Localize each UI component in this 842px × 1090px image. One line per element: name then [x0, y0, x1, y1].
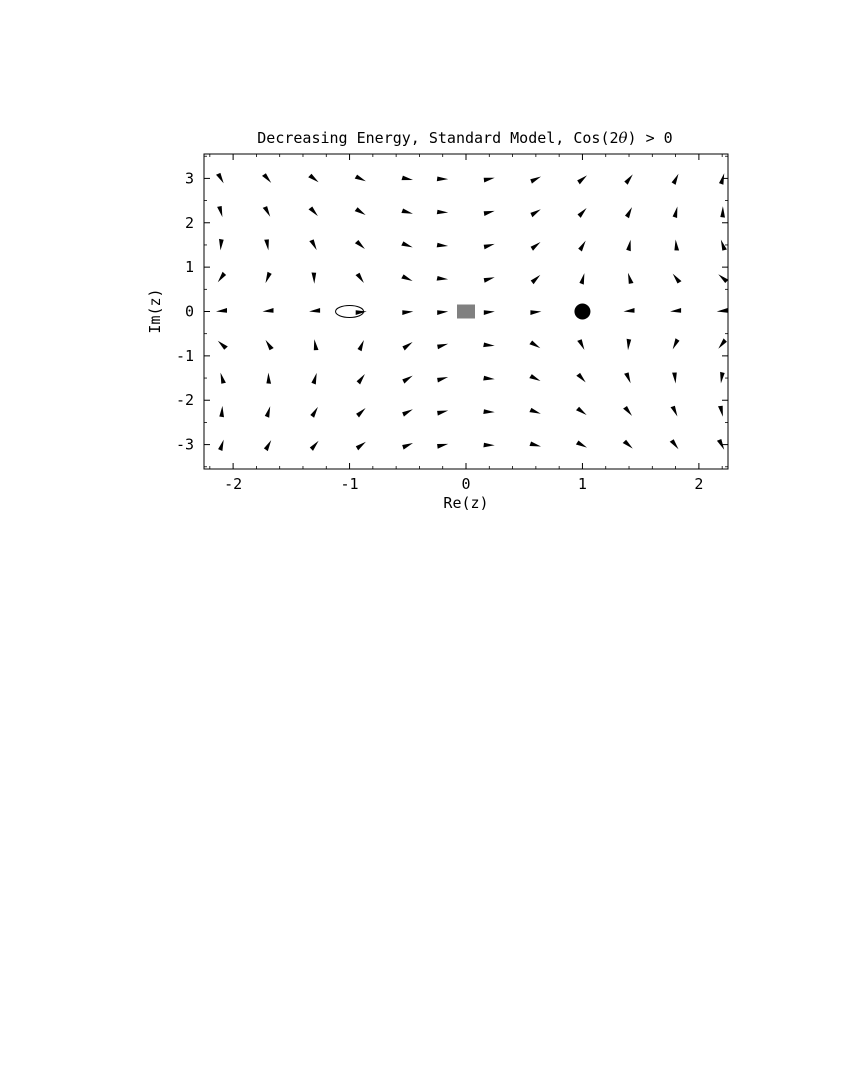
vector-arrow [266, 340, 274, 350]
chart-title-symbol: θ [618, 129, 628, 147]
vector-arrow [673, 338, 680, 349]
vector-arrow [355, 175, 366, 182]
vector-arrow [670, 439, 679, 449]
vector-arrow [531, 275, 541, 284]
vector-arrow [671, 406, 678, 417]
vector-arrow [402, 376, 412, 384]
vector-arrow [577, 175, 587, 184]
chart-title [257, 129, 672, 147]
vector-arrow [402, 409, 413, 416]
vector-arrow [358, 340, 364, 351]
vector-arrow [624, 174, 633, 184]
vector-arrow [355, 207, 366, 215]
vector-arrow [312, 273, 317, 284]
x-tick-label: -1 [340, 475, 359, 493]
vector-arrow [437, 276, 449, 281]
vector-arrow [355, 240, 365, 249]
vector-arrow [623, 440, 633, 449]
vector-arrow [624, 372, 631, 383]
vector-arrow [577, 339, 584, 350]
vector-arrow [218, 272, 226, 283]
chart-title-suffix: ) > 0 [627, 129, 673, 147]
vector-arrow [529, 374, 540, 381]
chart-title-prefix: Decreasing Energy, Standard Model, Cos(2 [257, 129, 619, 147]
vector-arrow [719, 173, 724, 185]
vector-arrow [437, 310, 448, 315]
vector-arrow [672, 174, 679, 185]
vector-arrow [309, 207, 318, 217]
vector-arrow [402, 443, 413, 450]
vector-arrow [266, 373, 271, 384]
vector-arrow [216, 173, 224, 184]
vector-arrow [483, 409, 494, 414]
vector-arrow [221, 373, 226, 384]
vector-arrow [310, 407, 318, 418]
y-tick-label: 0 [184, 302, 194, 321]
circle-marker [574, 304, 590, 320]
y-axis-ticks [176, 156, 728, 467]
vector-arrow [264, 440, 271, 451]
vector-arrow [401, 209, 413, 214]
vector-arrow [484, 310, 495, 315]
vector-arrow [484, 178, 495, 183]
vector-arrow [437, 344, 448, 350]
vector-arrow [718, 406, 723, 417]
vector-arrow [402, 310, 413, 315]
vector-arrow [625, 207, 632, 218]
vector-arrow [720, 206, 725, 217]
vector-arrow [718, 338, 727, 348]
x-tick-label: 2 [694, 475, 704, 493]
vector-arrow [401, 241, 412, 247]
special-point-markers [336, 304, 591, 320]
vector-arrow [311, 373, 316, 385]
vector-arrow [531, 242, 541, 251]
y-axis-label: Im(z) [146, 288, 164, 334]
square-marker [457, 305, 475, 319]
x-tick-label: 1 [577, 475, 587, 493]
vector-arrow [718, 274, 728, 283]
x-tick-label: 0 [461, 475, 471, 493]
vector-arrow [218, 341, 228, 350]
vector-arrow [309, 239, 316, 250]
vector-arrow [578, 208, 587, 218]
vector-arrow [530, 209, 540, 217]
vector-arrow [402, 342, 412, 351]
vector-arrow [670, 308, 681, 313]
vector-arrow [308, 174, 318, 183]
y-tick-label: -1 [175, 346, 194, 365]
vector-arrow [623, 406, 632, 416]
vector-arrow [309, 308, 320, 313]
vector-arrow [263, 308, 274, 313]
vector-arrow [218, 440, 224, 451]
vector-arrow [437, 177, 448, 182]
x-tick-label: -2 [224, 475, 243, 493]
vector-arrow [437, 377, 448, 383]
vector-arrow [627, 339, 632, 351]
vector-arrow [483, 343, 495, 348]
y-tick-label: -2 [175, 391, 194, 410]
vector-arrow [624, 308, 635, 313]
vector-arrow [265, 406, 270, 418]
vector-arrow [484, 211, 495, 216]
vector-arrow [530, 310, 541, 315]
vector-arrow [219, 406, 224, 417]
vector-arrow [578, 241, 586, 252]
vector-arrow [484, 244, 495, 250]
vector-arrow [673, 207, 678, 219]
vector-arrow [483, 376, 495, 381]
vector-arrow [437, 243, 448, 248]
vector-arrow [484, 277, 495, 283]
vector-arrow [356, 442, 366, 451]
vector-arrow [576, 373, 585, 383]
vector-arrow [401, 274, 412, 281]
vector-arrow [219, 239, 224, 251]
x-axis-ticks [210, 154, 722, 493]
x-axis-label: Re(z) [443, 494, 489, 512]
vector-arrow [216, 308, 227, 313]
vector-arrow [266, 272, 272, 283]
vector-arrow [263, 206, 271, 217]
vector-arrow [720, 372, 725, 384]
vector-arrow [357, 374, 365, 385]
vector-arrow [483, 443, 494, 448]
vector-arrow [529, 341, 540, 349]
vector-arrow [217, 206, 222, 217]
vector-arrow [356, 408, 366, 418]
vector-arrow [356, 273, 364, 283]
y-tick-label: -3 [175, 435, 194, 454]
y-tick-label: 1 [184, 258, 194, 277]
vector-arrow [402, 176, 414, 181]
vector-arrow [437, 444, 448, 449]
vector-arrow [628, 273, 634, 284]
vector-arrow [437, 411, 448, 416]
vector-arrow [576, 441, 587, 448]
y-tick-label: 2 [184, 213, 194, 232]
vector-arrow [530, 177, 541, 184]
vector-arrow [672, 373, 677, 384]
vector-arrow [576, 407, 587, 415]
vector-arrow [264, 239, 269, 250]
y-tick-label: 3 [184, 169, 194, 188]
vector-arrow [262, 173, 271, 183]
vector-arrow [529, 408, 540, 414]
vector-arrow [673, 274, 682, 284]
vector-arrow [674, 240, 679, 251]
vector-arrow [530, 442, 542, 447]
vector-arrow [626, 240, 631, 252]
vector-arrow [437, 210, 448, 215]
vector-arrow [717, 308, 728, 313]
vector-arrow [579, 273, 584, 285]
vector-arrow [314, 339, 319, 350]
vector-arrow [310, 441, 319, 451]
